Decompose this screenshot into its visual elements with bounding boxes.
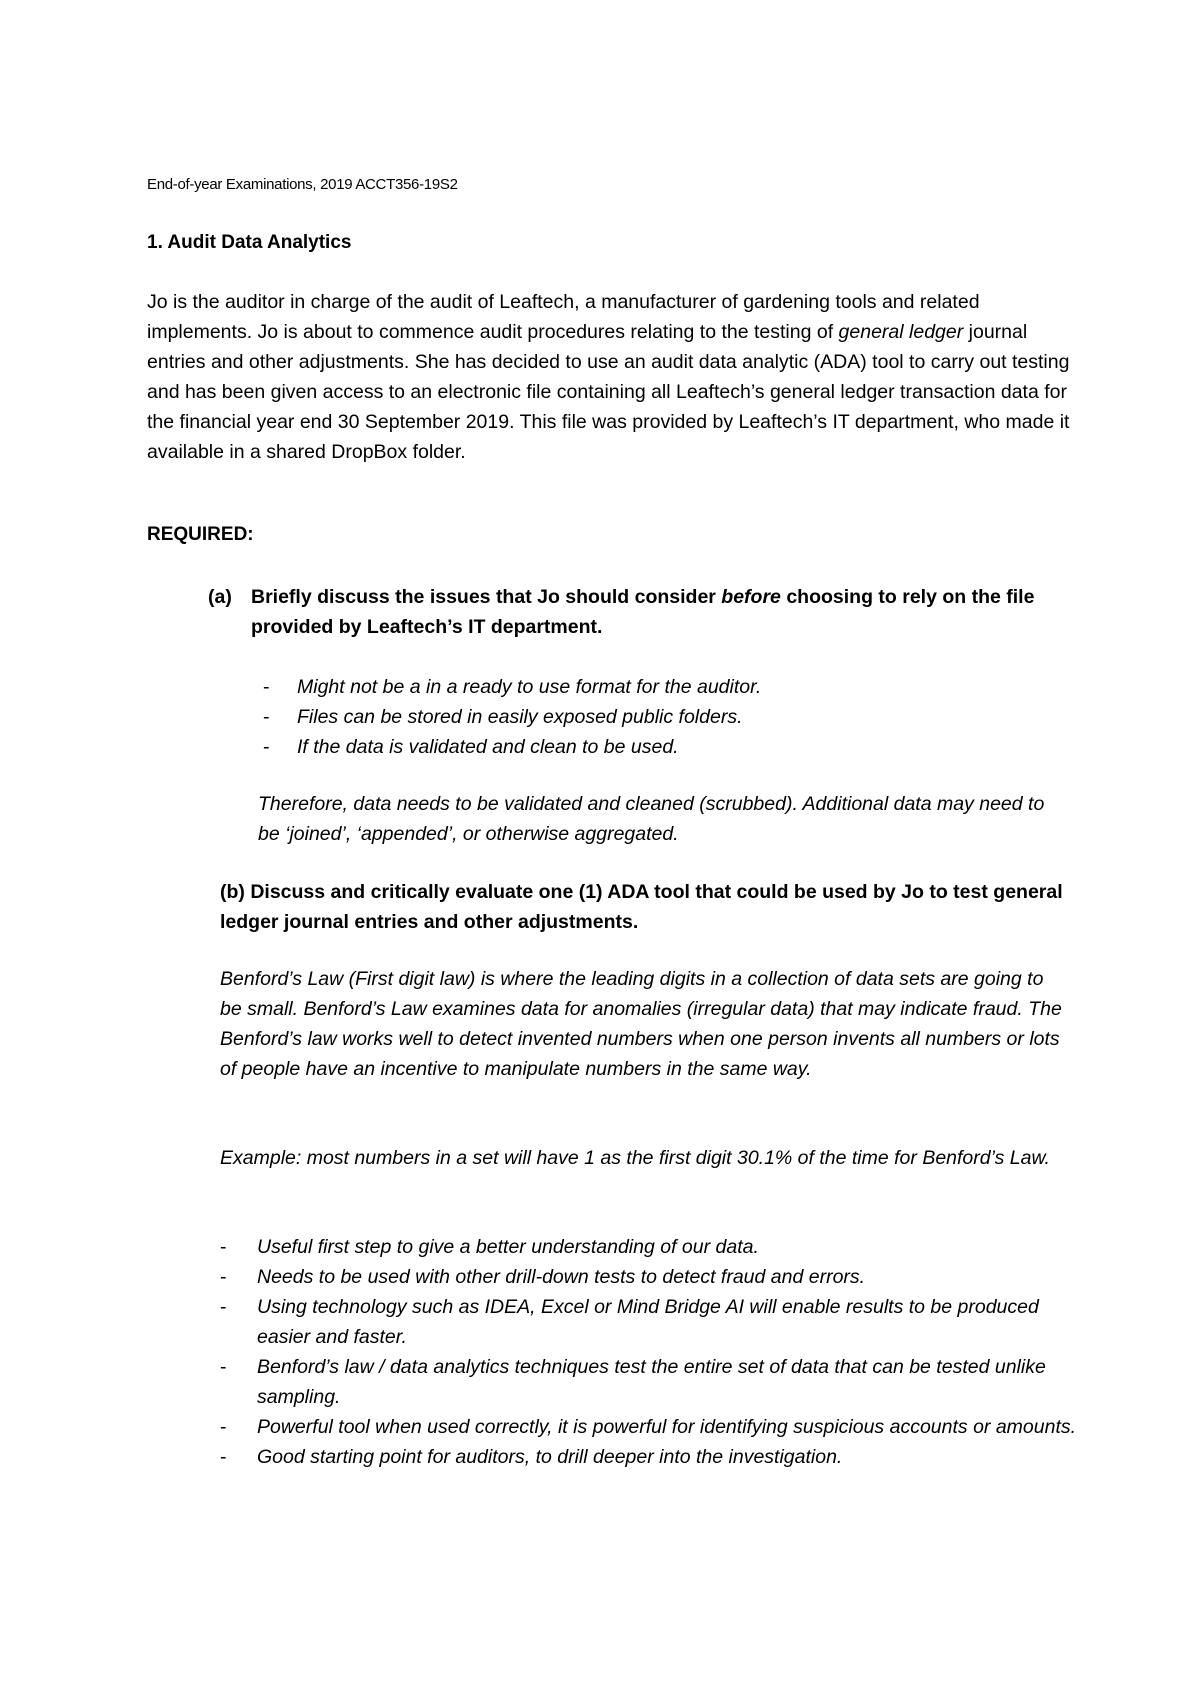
- question-b: (b) Discuss and critically evaluate one (1) ADA tool that could be used by Jo to test general ledger journal entries and other adjustments.: [220, 881, 1063, 933]
- list-item: - Good starting point for auditors, to drill deeper into the investigation.: [220, 1442, 1080, 1472]
- list-item: - Files can be stored in easily exposed public folders.: [263, 702, 1063, 732]
- answer-b-example: Example: most numbers in a set will have 1 as the first digit 30.1% of the time for Benford’s Law.: [220, 1147, 1050, 1169]
- intro-text-part2: journal entries and other adjustments. She has decided to use an audit data analytic (ADA) tool to carry out testing and has been given access to an electronic file containing all Leaftech’s general ledger transaction data for the financial year end 30 September 2019. This file was provided by Leaftech’s IT department, who made it available in a shared DropBox folder.: [147, 321, 1070, 463]
- list-item: - Useful first step to give a better understanding of our data.: [220, 1232, 1080, 1262]
- question-title: 1. Audit Data Analytics: [147, 232, 352, 253]
- intro-text-part1: Jo is the auditor in charge of the audit of Leaftech, a manufacturer of gardening tools and related implements. Jo is about to commence audit procedures relating to the testing of: [147, 291, 980, 343]
- question-a-part1: Briefly discuss the issues that Jo should consider: [251, 586, 722, 608]
- question-a-text: [251, 582, 1088, 642]
- question-a-part2: choosing to rely on the file provided by Leaftech’s IT department.: [251, 586, 1035, 638]
- exam-header: End-of-year Examinations, 2019 ACCT356-19S2: [147, 176, 458, 193]
- question-a-label: (a): [208, 586, 232, 608]
- list-item: - If the data is validated and clean to be used.: [263, 732, 1063, 762]
- intro-paragraph: [147, 287, 1077, 467]
- list-item: - Using technology such as IDEA, Excel or Mind Bridge AI will enable results to be produced easier and faster.: [220, 1292, 1080, 1352]
- answer-b-paragraph: Benford’s Law (First digit law) is where the leading digits in a collection of data sets are going to be small. Benford’s Law examines data for anomalies (irregular data) that may indicate fraud. The Benford’s law works well to detect invented numbers when one person invents all numbers or lots of people have an incentive to manipulate numbers in the same way.: [220, 968, 1062, 1080]
- question-a: [208, 582, 1088, 642]
- list-item: - Powerful tool when used correctly, it is powerful for identifying suspicious accounts or amounts.: [220, 1412, 1080, 1442]
- list-item: - Might not be a in a ready to use format for the auditor.: [263, 672, 1063, 702]
- answer-a-list: [263, 672, 1063, 762]
- answer-b-list: [220, 1232, 1080, 1472]
- required-heading: REQUIRED:: [147, 524, 254, 545]
- question-a-italic: before: [721, 586, 781, 608]
- answer-a-conclusion: Therefore, data needs to be validated and cleaned (scrubbed). Additional data may need to be ‘joined’, ‘appended’, or otherwise aggregated.: [258, 793, 1045, 845]
- list-item: - Benford’s law / data analytics techniques test the entire set of data that can be tested unlike sampling.: [220, 1352, 1080, 1412]
- intro-text-italic: general ledger: [838, 321, 964, 343]
- list-item: - Needs to be used with other drill-down tests to detect fraud and errors.: [220, 1262, 1080, 1292]
